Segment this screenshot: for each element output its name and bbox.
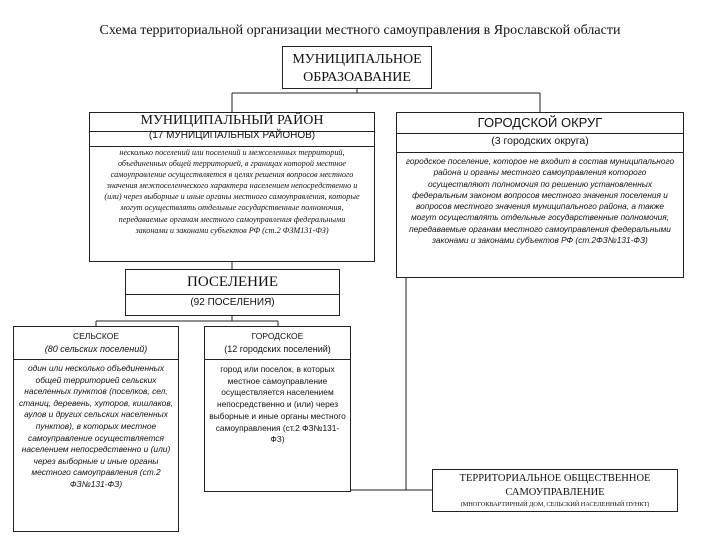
urban-settlement-box bbox=[204, 326, 351, 492]
tos-line1: ТЕРРИТОРИАЛЬНОЕ ОБЩЕСТВЕННОЕ bbox=[459, 473, 651, 484]
settlement-count: (92 ПОСЕЛЕНИЯ) bbox=[190, 297, 275, 308]
municipal-formation-box bbox=[282, 46, 432, 89]
page-title: Схема территориальной организации местного самоуправления в Ярославской области bbox=[99, 23, 621, 38]
raion-title: МУНИЦИПАЛЬНЫЙ РАЙОН bbox=[140, 113, 324, 128]
settlement-box bbox=[125, 269, 340, 316]
urban-title: ГОРОДСКОЕ bbox=[251, 331, 304, 341]
municipal-line1: МУНИЦИПАЛЬНОЕ bbox=[292, 52, 422, 67]
tos-box bbox=[432, 469, 678, 512]
okrug-description: городское поселение, которое не входит в состав муниципального района и органы местного самоуправления которого осуществляют полномочия по решению установленных федеральным законом вопросов местного значения поселения и вопросов местного значения муниципального района, а также могут осуществлять отдельные государственные полномочия, передаваемые органам местного самоуправления федеральными законами и законами субъектов РФ (ст.2ФЗ№131-ФЗ) bbox=[405, 156, 675, 246]
rural-settlement-box bbox=[13, 326, 179, 532]
municipal-raion-box bbox=[89, 112, 375, 262]
rural-count: (80 сельских поселений) bbox=[44, 344, 148, 354]
rural-description: один или несколько объединенных общей территорией сельских населенных пунктов (поселков, сел, станиц, деревень, хуторов, кишлаков, аулов и других сельских населенных пунктов), в которых местное самоуправление осуществляется населением непосредственно и (или) через выборные и иные органы местного самоуправления (ст.2 ФЗ№131-ФЗ) bbox=[18, 363, 174, 489]
raion-description: несколько поселений или поселений и межселенных территорий, объединенных общей территорией, в границах которой местное самоуправление осуществляется в целях решения вопросов местного значения межпоселенческого характера населением непосредственно и (или) через выборные и иные органы местного самоуправления, которые могут осуществлять отдельные государственные полномочия, передаваемые органам местного самоуправления федеральными законами и законами субъектов РФ (ст.2 ФЗМ131-ФЗ) bbox=[104, 148, 360, 235]
urban-okrug-box bbox=[396, 112, 684, 278]
urban-description: город или поселок, в которых местное самоуправление осуществляется населением непосредственно и (или) через выборные и иные органы местного самоуправления (ст.2 ФЗ№131-ФЗ) bbox=[209, 364, 346, 445]
municipal-line2: ОБРАЗОАВАНИЕ bbox=[303, 70, 411, 85]
okrug-title: ГОРОДСКОЙ ОКРУГ bbox=[477, 115, 603, 130]
tos-line2: САМОУПРАВЛЕНИЕ bbox=[505, 487, 605, 498]
settlement-title: ПОСЕЛЕНИЕ bbox=[187, 274, 278, 290]
okrug-count: (3 городских округа) bbox=[491, 135, 589, 147]
rural-title: СЕЛЬСКОЕ bbox=[72, 331, 120, 341]
tos-line3: (МНОГОКВАРТИРНЫЙ ДОМ, СЕЛЬСКИЙ НАСЕЛЕННЫЙ ПУНКТ) bbox=[460, 501, 650, 508]
raion-count: (17 МУНИЦИПАЛЬНЫХ РАЙОНОВ) bbox=[148, 130, 316, 141]
urban-count: (12 городских поселений) bbox=[224, 344, 331, 354]
